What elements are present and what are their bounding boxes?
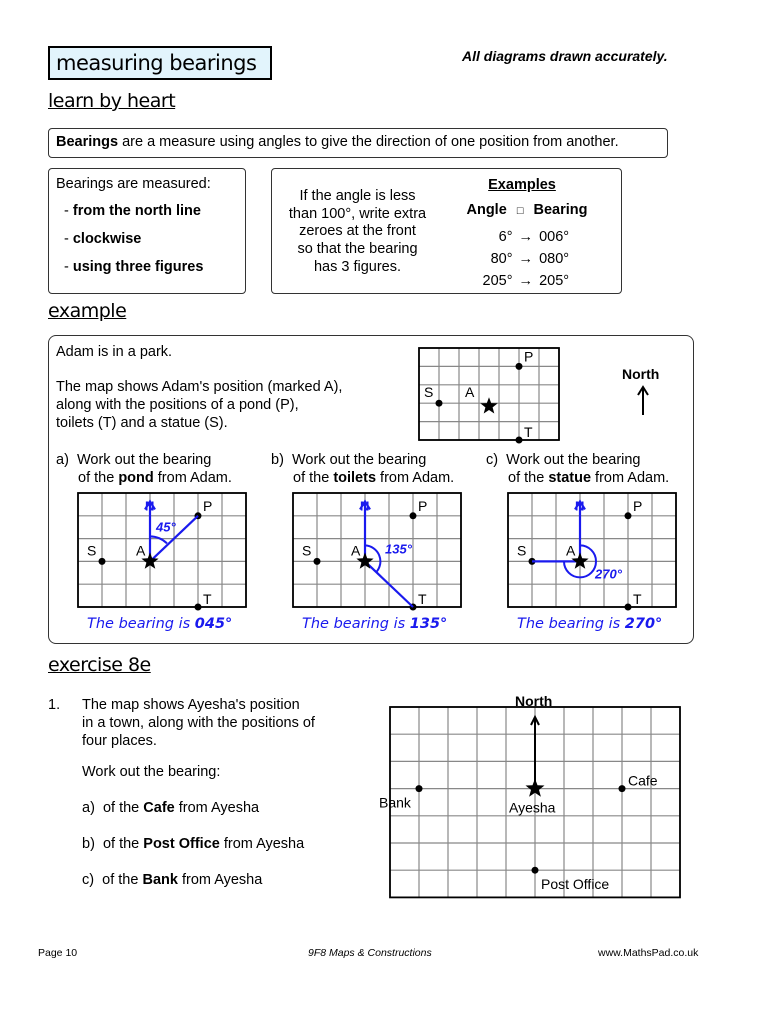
exercise-question: a) of the Cafe from Ayesha [82,800,260,816]
part-target: toilets [333,470,377,486]
rule-line: If the angle is less [299,188,416,204]
park-map [409,338,689,450]
examples-box [271,168,622,294]
answer-value: 045° [194,616,233,632]
north-label: North [515,693,553,709]
measured-heading: Bearings are measured: [56,176,211,192]
point-dot [516,363,523,370]
point-dot [619,785,626,792]
part-question: Work out the bearing [506,452,641,468]
example-part-c [486,451,669,487]
footer-page: Page 10 [38,947,78,959]
label-s: S [424,384,434,401]
north-n-label: N [575,498,585,514]
north-n-label: N [145,498,155,514]
point-dot [314,558,321,565]
point-dot [416,785,423,792]
part-target: pond [118,470,154,486]
part-question: of the [293,470,334,486]
rule-line: zeroes at the front [299,223,416,240]
bearing-value: 006° [539,229,570,245]
section-exercise-heading: exercise 8e [48,654,151,676]
definition-text: are a measure using angles to give the direction of one position from another. [118,134,619,150]
angle-value: 6° [498,229,513,245]
example-row [467,226,577,248]
page-title: measuring bearings [48,46,272,80]
definition-term: Bearings [56,134,119,150]
exercise-prompt: Work out the bearing: [82,764,221,780]
examples-rows [467,226,577,292]
examples-header-row [457,202,597,218]
part-letter: b) [271,452,284,468]
answer-text: The bearing is 270° [517,616,663,632]
label-a: A [566,542,576,559]
part-question: Work out the bearing [291,452,427,468]
town-map [370,688,690,903]
ayesha-label: Ayesha [509,799,556,816]
answer-value: 135° [409,616,448,632]
desc-line: The map shows Adam's position (marked A), [56,379,343,395]
part-target: statue [548,470,592,486]
exercise-question: c) of the Bank from Ayesha [82,872,263,888]
label-s: S [87,542,97,559]
desc-line: along with the positions of a pond (P), [56,397,299,413]
north-n-label: N [360,498,370,514]
part-letter: a) [56,452,69,468]
label-s: S [517,542,527,559]
part-question: of the [508,470,549,486]
missing-glyph: □ [516,205,524,217]
part-map [506,488,686,613]
example-part-b [271,451,454,487]
footer-site[interactable]: www.MathsPad.co.uk [598,947,699,959]
label-p: P [418,497,428,514]
label-a: A [351,542,361,559]
desc-line: toilets (T) and a statue (S). [56,415,228,431]
exercise-question: b) of the Post Office from Ayesha [82,836,305,852]
measured-item: using three figures [72,259,204,275]
example-description [56,378,342,432]
label-a: A [136,542,146,559]
exercise-description [82,696,315,889]
part-question: from Adam. [153,470,232,486]
point-dot [516,437,523,444]
example-row [467,248,577,270]
point-dot [625,604,632,611]
part-map [291,488,471,613]
label-t: T [418,591,427,607]
example-row [467,270,577,292]
angle-label: 135° [385,541,412,557]
example-part-a [56,451,232,487]
arrow: → [518,273,534,289]
point-dot [99,558,106,565]
rule-line: so that the bearing [297,241,418,258]
bearing-col-header: Bearing [533,202,588,218]
label-s: S [302,542,312,559]
zeroes-rule [280,188,435,277]
point-dot [410,512,417,519]
answer-text: The bearing is 135° [302,616,448,632]
point-dot [195,604,202,611]
example-intro: Adam is in a park. [56,344,173,360]
section-learn-heading: learn by heart [48,90,176,112]
label-t: T [633,591,642,607]
part-map [76,488,256,613]
angle-value: 205° [482,273,513,289]
label-p: P [524,348,534,365]
part-question: from Adam. [591,470,670,486]
section-example-heading: example [48,300,127,322]
angle-col-header: Angle [466,202,507,218]
bank-label: Bank [379,794,411,811]
question-number: 1. [48,697,61,713]
examples-heading: Examples [488,177,556,193]
part-question: of the [78,470,119,486]
rule-line: has 3 figures. [313,258,402,275]
footer-book: 9F8 Maps & Constructions [308,947,432,959]
desc-line: in a town, along with the positions of [82,715,315,731]
cafe-label: Cafe [628,772,658,789]
bearing-value: 080° [539,251,570,267]
label-p: P [633,497,643,514]
label-t: T [524,424,533,440]
definition-box [48,128,668,158]
angle-label: 270° [595,566,622,582]
bearing-value: 205° [539,273,570,289]
label-t: T [203,591,212,607]
point-dot [532,867,539,874]
desc-line: The map shows Ayesha's position [82,697,300,713]
angle-label: 45° [156,519,176,535]
part-question: from Adam. [376,470,455,486]
measured-item: clockwise [72,231,142,247]
rule-line: than 100°, write extra [288,205,427,222]
desc-line: four places. [82,733,157,749]
angle-arc [150,536,167,543]
accuracy-note: All diagrams drawn accurately. [462,48,668,64]
arrow: → [518,229,534,245]
point-dot [436,400,443,407]
part-letter: c) [486,452,499,468]
answer-text: The bearing is 045° [87,616,233,632]
star-icon [480,397,497,413]
part-question: Work out the bearing [76,452,212,468]
post-office-label: Post Office [541,876,610,893]
grid-border [419,348,559,440]
point-dot [625,512,632,519]
measured-box: Bearings are measured: - from the north line - clockwise - using three figures [48,168,246,294]
north-label: North [622,366,660,382]
measured-item: from the north line [72,203,201,219]
angle-value: 80° [490,251,513,267]
label-p: P [203,497,213,514]
arrow: → [518,251,534,267]
example-box [48,335,694,644]
label-a: A [465,384,475,401]
answer-value: 270° [624,616,663,632]
